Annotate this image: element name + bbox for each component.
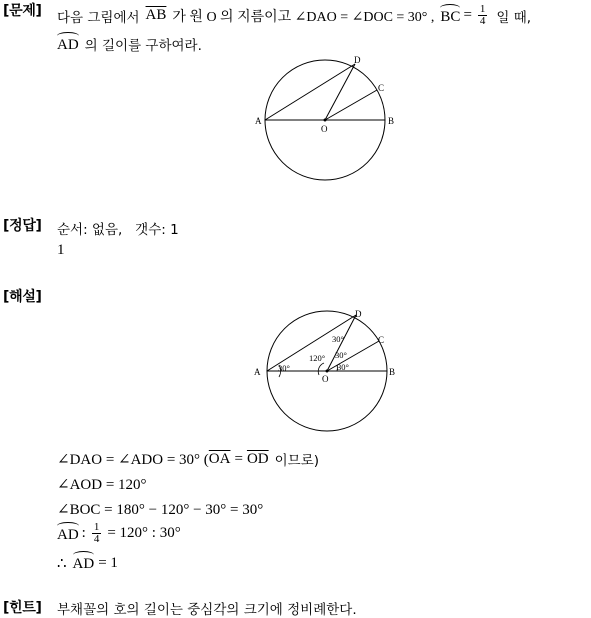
therefore-symbol: ∴ — [57, 554, 67, 573]
solution-step-5 — [57, 553, 118, 573]
center-point — [326, 370, 329, 373]
angle-label-doc: 30° — [335, 350, 347, 360]
problem-tag: [문제] — [3, 0, 42, 20]
fraction-one-quarter — [478, 4, 488, 27]
label-b: B — [388, 116, 394, 126]
fraction-numerator: 1 — [478, 4, 488, 16]
step1-korean: 이므로) — [275, 449, 319, 469]
step4-colon: : — [82, 525, 86, 542]
step1-equals: = — [234, 451, 242, 468]
center-point — [324, 119, 327, 122]
answer-value: 1 — [57, 242, 65, 259]
label-d: D — [354, 55, 361, 65]
fraction-denominator: 4 — [478, 16, 488, 27]
label-c: C — [378, 83, 384, 93]
solution-figure — [252, 308, 402, 458]
solution-step-2: ∠AOD = 120° — [57, 475, 147, 494]
angle-label-a: 30° — [278, 363, 290, 373]
label-o: O — [321, 124, 328, 134]
segment-oa: $\overline{OA}$ — [209, 451, 231, 468]
equals-sign: = — [463, 7, 471, 24]
fraction-denominator: 4 — [92, 534, 102, 545]
problem-figure — [250, 55, 400, 183]
answer-tag: [정답] — [3, 215, 42, 235]
angle-label-boc: 30° — [337, 362, 349, 372]
step1-eq: ∠DAO = ∠ADO = 30° ( — [57, 450, 209, 469]
hint-text: 부채꼴의 호의 길이는 중심각의 크기에 정비례한다. — [57, 598, 357, 618]
label-o: O — [322, 374, 329, 384]
answer-meta: 순서: 없음, 갯수: 1 — [57, 218, 179, 238]
label-c: C — [378, 335, 384, 345]
solution-step-3: ∠BOC = 180° − 120° − 30° = 30° — [57, 500, 263, 519]
fraction-one-quarter — [92, 522, 102, 545]
label-a: A — [255, 116, 262, 126]
problem-text-line2: 의 길이를 구하여라. — [85, 34, 202, 54]
problem-text-mid: 가 원 O 의 지름이고 ∠DAO = ∠DOC = 30° , — [172, 6, 434, 26]
hint-tag: [힌트] — [3, 597, 42, 617]
angle-label-d: 30° — [332, 334, 344, 344]
step5-rest: = 1 — [98, 555, 118, 572]
arc-ad: AD — [73, 553, 95, 573]
segment-ab: $\overline{AB}$ — [146, 7, 167, 24]
label-b: B — [389, 367, 395, 377]
solution-step-1 — [57, 449, 319, 469]
arc-ad: AD — [57, 524, 79, 544]
solution-step-4 — [57, 522, 181, 545]
segment-od: $\overline{OD}$ — [247, 451, 269, 468]
arc-bc: BC — [440, 6, 460, 26]
problem-line-1 — [57, 4, 531, 27]
arc-ad: AD — [57, 34, 79, 54]
step4-rest: = 120° : 30° — [107, 525, 180, 542]
problem-line-2 — [57, 34, 202, 54]
fraction-numerator: 1 — [92, 522, 102, 534]
label-a: A — [254, 367, 261, 377]
angle-label-aod: 120° — [309, 353, 325, 363]
problem-text-suffix: 일 때, — [496, 6, 531, 26]
label-d: D — [355, 309, 362, 319]
chord-ad — [265, 64, 355, 120]
problem-text-prefix: 다음 그림에서 — [57, 6, 140, 26]
solution-tag: [해설] — [3, 286, 42, 306]
